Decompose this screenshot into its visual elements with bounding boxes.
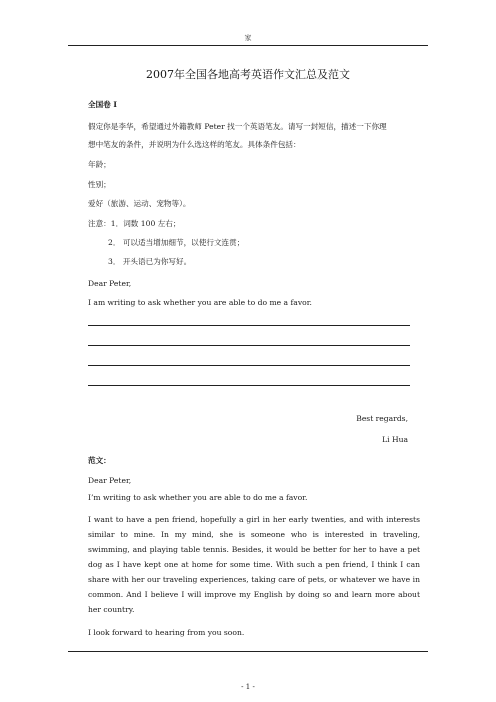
sample-opening: I’m writing to ask whether you are able to do me a favor.	[88, 493, 308, 502]
letter-closing: Best regards,	[356, 414, 408, 423]
sample-body: I want to have a pen friend, hopefully a girl in her early twenties, and with interests similar to mine. In my mind, she is someone who is interested in traveling, swimming, and playing table tennis. Besides, it would be better for her to have a pet dog as I have kept one at home for some time. With such a pen friend, I think I can share with her our traveling experiences, taking care of pets, or whatever we have in common. And I believe I will improve my English by doing so and learn more about her country.	[88, 515, 420, 614]
footer-rule	[68, 651, 428, 652]
prompt-line-1: 假定你是李华，希望通过外籍教师 Peter 找一个英语笔友。请写一封短信，描述一下你理	[88, 122, 387, 131]
letter-signature: Li Hua	[382, 435, 408, 444]
header-rule	[68, 45, 428, 46]
condition-hobbies: 爱好（旅游、运动、宠物等）。	[88, 199, 191, 208]
document-title: 2007年全国各地高考英语作文汇总及范文	[146, 68, 350, 81]
answer-line	[88, 325, 410, 326]
sample-label: 范文：	[88, 456, 111, 465]
sample-closing: I look forward to hearing from you soon.	[88, 628, 245, 637]
letter-greeting: Dear Peter,	[88, 279, 132, 288]
condition-age: 年龄；	[88, 160, 111, 169]
answer-line	[88, 365, 410, 366]
answer-line	[88, 345, 410, 346]
note-1: 注意：1．词数 100 左右；	[88, 219, 181, 228]
note-3: 3． 开头语已为你写好。	[108, 257, 192, 266]
letter-opening: I am writing to ask whether you are able to do me a favor.	[88, 298, 312, 307]
page-header: 家	[244, 34, 252, 42]
section-heading: 全国卷 I	[88, 100, 117, 109]
page-number: - 1 -	[241, 683, 255, 691]
note-2: 2． 可以适当增加细节，以使行文连贯；	[108, 238, 245, 247]
prompt-line-2: 想中笔友的条件，并说明为什么选这样的笔友。具体条件包括：	[88, 140, 301, 149]
sample-greeting: Dear Peter,	[88, 476, 132, 485]
condition-gender: 性别；	[88, 180, 111, 189]
answer-line	[88, 385, 410, 386]
